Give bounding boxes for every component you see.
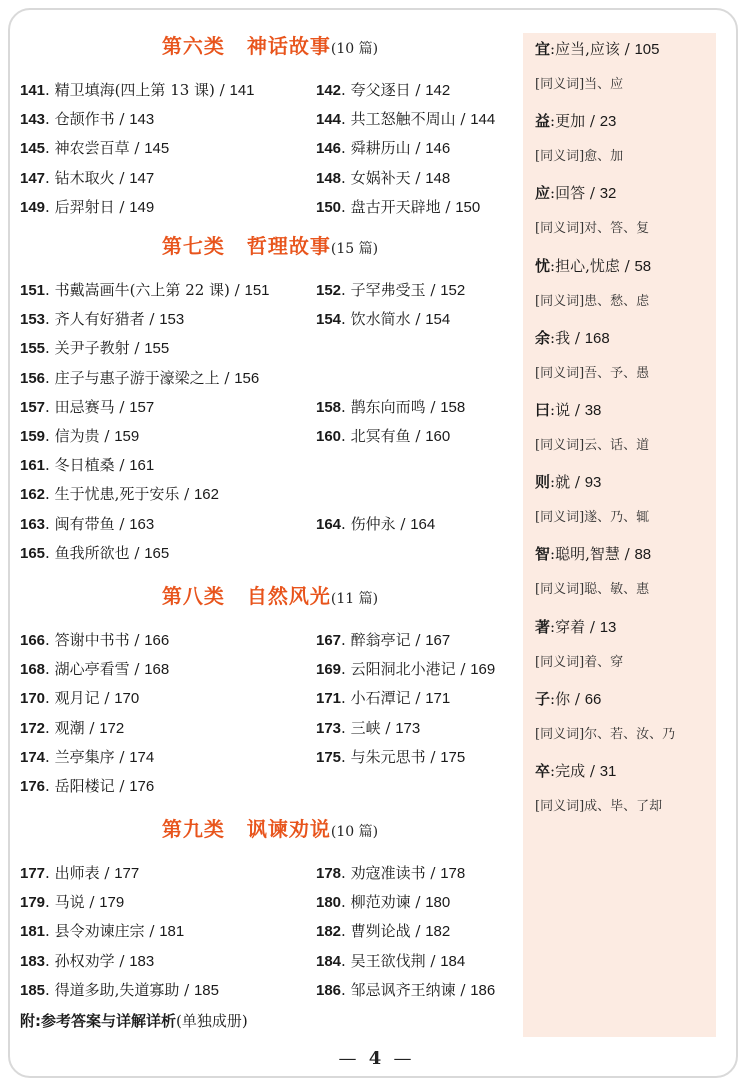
catalog-entry[interactable]: 154. 饮水简水 / 154 bbox=[316, 310, 451, 329]
synonym-label: [同义词] bbox=[535, 438, 585, 453]
word-char: 著 bbox=[535, 617, 551, 636]
entry-page: 172 bbox=[99, 719, 125, 737]
section-category: 第七类 bbox=[161, 234, 225, 258]
entry-number: 168 bbox=[20, 661, 46, 679]
catalog-entry[interactable]: 178. 劝寇准读书 / 178 bbox=[316, 864, 466, 882]
synonym-list: 成、毕、了却 bbox=[584, 799, 663, 814]
synonym-label: [同义词] bbox=[535, 77, 585, 92]
synonym-label: [同义词] bbox=[535, 654, 585, 670]
entry-title: 答谢中书书 bbox=[54, 631, 130, 649]
sidebar-synonyms bbox=[535, 436, 649, 456]
entry-number: 169 bbox=[316, 661, 342, 679]
word-meaning: 应当,应该 bbox=[555, 40, 620, 58]
entry-title: 庄子与惠子游于濠梁之上 bbox=[54, 368, 220, 387]
synonym-label: [同义词] bbox=[535, 510, 585, 526]
catalog-entry[interactable]: 175. 与朱元思书 / 175 bbox=[316, 747, 466, 766]
entry-number: 156 bbox=[20, 369, 46, 387]
entry-page: 183 bbox=[129, 952, 155, 970]
section-category: 第八类 bbox=[161, 584, 225, 608]
entry-page: 168 bbox=[144, 661, 170, 679]
entry-number: 167 bbox=[316, 632, 342, 649]
synonym-list: 聪、敏、惠 bbox=[584, 582, 650, 598]
entry-title: 齐人有好猎者 bbox=[54, 310, 145, 329]
entry-number: 176 bbox=[20, 778, 46, 795]
entry-number: 165 bbox=[20, 544, 46, 562]
entry-number: 186 bbox=[316, 981, 342, 999]
catalog-entry[interactable]: 149. 后羿射日 / 149 bbox=[20, 197, 155, 216]
catalog-entry[interactable]: 171. 小石潭记 / 171 bbox=[316, 689, 451, 708]
entry-page: 152 bbox=[440, 282, 466, 299]
word-meaning: 你 bbox=[555, 689, 571, 708]
entry-page: 148 bbox=[425, 169, 451, 187]
word-meaning: 说 bbox=[555, 401, 571, 419]
section-subtitle: 神话故事 bbox=[246, 34, 331, 58]
entry-title: 得道多助,失道寡助 bbox=[54, 980, 180, 999]
entry-number: 172 bbox=[20, 719, 46, 737]
entry-title: 孙权劝学 bbox=[54, 951, 115, 970]
word-page: 93 bbox=[584, 474, 602, 492]
entry-number: 155 bbox=[20, 340, 46, 358]
entry-page: 186 bbox=[470, 981, 496, 999]
entry-title: 舜耕历山 bbox=[350, 139, 411, 158]
synonym-list: 当、应 bbox=[584, 77, 624, 92]
entry-page: 153 bbox=[159, 311, 185, 329]
catalog-entry[interactable]: 170. 观月记 / 170 bbox=[20, 689, 140, 708]
entry-title: 县令劝谏庄宗 bbox=[54, 922, 145, 941]
entry-number: 181 bbox=[20, 923, 46, 941]
synonym-label: [同义词] bbox=[535, 293, 585, 309]
entry-number: 185 bbox=[20, 981, 46, 999]
entry-number: 160 bbox=[316, 428, 342, 445]
section-count: (10 篇) bbox=[330, 824, 379, 840]
appendix-remark: (单独成册) bbox=[176, 1012, 248, 1030]
catalog-entry[interactable]: 179. 马说 / 179 bbox=[20, 893, 125, 912]
entry-number: 144 bbox=[316, 111, 342, 129]
sidebar-word: 应:回答 / 32 bbox=[535, 184, 617, 203]
entry-title: 共工怒触不周山 bbox=[350, 110, 456, 129]
synonym-list: 吾、予、愚 bbox=[584, 365, 650, 381]
synonym-label: [同义词] bbox=[535, 582, 585, 598]
sidebar-synonyms bbox=[535, 75, 623, 95]
footer-dash-right: — bbox=[393, 1048, 412, 1069]
catalog-entry[interactable]: 157. 田忌赛马 / 157 bbox=[20, 397, 155, 416]
entry-page: 150 bbox=[455, 198, 481, 216]
catalog-entry[interactable]: 172. 观潮 / 172 bbox=[20, 718, 125, 737]
sidebar-synonyms bbox=[535, 292, 649, 312]
entry-number: 158 bbox=[316, 398, 342, 416]
section-count: (11 篇) bbox=[330, 591, 379, 607]
entry-page: 154 bbox=[425, 311, 451, 329]
synonym-label: [同义词] bbox=[535, 149, 585, 165]
catalog-entry[interactable]: 161. 冬日植桑 / 161 bbox=[20, 456, 155, 475]
sidebar-word: 宜:应当,应该 / 105 bbox=[535, 40, 660, 58]
word-meaning: 更加 bbox=[555, 112, 586, 131]
entry-page: 159 bbox=[114, 428, 140, 445]
sidebar-word: 子:你 / 66 bbox=[535, 689, 602, 708]
entry-title: 观潮 bbox=[54, 718, 85, 737]
entry-page: 185 bbox=[193, 981, 219, 999]
catalog-entry[interactable]: 141. 精卫填海(四上第 13 课) / 141 bbox=[20, 81, 255, 99]
entry-page: 145 bbox=[144, 140, 170, 158]
entry-page: 155 bbox=[144, 340, 170, 358]
sidebar-word: 益:更加 / 23 bbox=[535, 112, 617, 131]
entry-page: 184 bbox=[440, 952, 466, 970]
section-count: (15 篇) bbox=[330, 241, 379, 257]
entry-number: 175 bbox=[316, 748, 342, 766]
catalog-entry[interactable]: 173. 三峡 / 173 bbox=[316, 718, 421, 737]
appendix-title: 附:参考答案与详解详析 bbox=[20, 1012, 176, 1030]
catalog-entry[interactable]: 177. 出师表 / 177 bbox=[20, 864, 140, 882]
catalog-entry[interactable]: 162. 生于忧患,死于安乐 / 162 bbox=[20, 485, 219, 504]
entry-page: 182 bbox=[425, 923, 451, 941]
catalog-entry[interactable]: 167. 醉翁亭记 / 167 bbox=[316, 631, 451, 649]
word-meaning: 我 bbox=[555, 328, 571, 347]
entry-number: 183 bbox=[20, 952, 46, 970]
word-page: 88 bbox=[634, 546, 652, 564]
entry-title: 三峡 bbox=[350, 718, 381, 737]
entry-title: 神农尝百草 bbox=[54, 139, 130, 158]
catalog-entry[interactable]: 176. 岳阳楼记 / 176 bbox=[20, 777, 155, 795]
entry-page: 166 bbox=[144, 632, 170, 649]
entry-title: 柳范劝谏 bbox=[350, 893, 411, 912]
catalog-entry[interactable]: 166. 答谢中书书 / 166 bbox=[20, 631, 170, 649]
section-subtitle: 自然风光 bbox=[246, 584, 331, 608]
entry-number: 164 bbox=[316, 515, 342, 533]
entry-page: 171 bbox=[425, 690, 451, 708]
catalog-entry[interactable]: 148. 女娲补天 / 148 bbox=[316, 168, 451, 187]
entry-page: 179 bbox=[99, 894, 125, 912]
synonym-label: [同义词] bbox=[535, 799, 585, 814]
entry-page: 151 bbox=[244, 282, 270, 299]
word-page: 23 bbox=[599, 113, 617, 131]
synonym-label: [同义词] bbox=[535, 365, 585, 381]
sidebar-synonyms bbox=[535, 364, 649, 384]
word-page: 31 bbox=[599, 763, 617, 780]
entry-number: 163 bbox=[20, 515, 46, 533]
entry-title: 云阳洞北小港记 bbox=[350, 660, 456, 679]
catalog-entry[interactable]: 144. 共工怒触不周山 / 144 bbox=[316, 110, 496, 129]
entry-title: 信为贵 bbox=[54, 427, 100, 445]
catalog-entry[interactable]: 145. 神农尝百草 / 145 bbox=[20, 139, 170, 158]
synonym-list: 尔、若、汝、乃 bbox=[584, 726, 676, 742]
entry-page: 141 bbox=[229, 82, 255, 99]
entry-title: 观月记 bbox=[54, 689, 100, 708]
entry-title: 生于忧患,死于安乐 bbox=[54, 485, 180, 504]
entry-title: 湖心亭看雪 bbox=[54, 660, 130, 679]
catalog-entry[interactable]: 155. 关尹子教射 / 155 bbox=[20, 339, 170, 358]
section-count: (10 篇) bbox=[330, 41, 379, 57]
entry-number: 143 bbox=[20, 111, 46, 129]
entry-number: 161 bbox=[20, 457, 46, 475]
catalog-entry[interactable]: 151. 书戴嵩画牛(六上第 22 课) / 151 bbox=[20, 281, 270, 299]
entry-page: 181 bbox=[159, 923, 185, 941]
entry-number: 178 bbox=[316, 865, 342, 882]
catalog-entry[interactable]: 185. 得道多助,失道寡助 / 185 bbox=[20, 980, 219, 999]
entry-number: 162 bbox=[20, 486, 46, 504]
word-meaning: 聪明,智慧 bbox=[555, 545, 620, 564]
entry-page: 173 bbox=[395, 719, 421, 737]
catalog-entry[interactable]: 184. 吴王欲伐荆 / 184 bbox=[316, 951, 466, 970]
word-char: 子 bbox=[535, 689, 551, 708]
entry-page: 176 bbox=[129, 778, 155, 795]
section-title bbox=[20, 30, 520, 59]
word-meaning: 穿着 bbox=[555, 617, 586, 636]
catalog-entry[interactable]: 183. 孙权劝学 / 183 bbox=[20, 951, 155, 970]
word-page: 105 bbox=[634, 41, 660, 58]
entry-title: 出师表 bbox=[54, 864, 100, 882]
entry-number: 179 bbox=[20, 894, 46, 912]
entry-number: 154 bbox=[316, 311, 342, 329]
entry-number: 148 bbox=[316, 169, 342, 187]
catalog-entry[interactable]: 153. 齐人有好猎者 / 153 bbox=[20, 310, 185, 329]
catalog-entry[interactable]: 158. 鹊东向而鸣 / 158 bbox=[316, 397, 466, 416]
word-meaning: 完成 bbox=[555, 762, 586, 780]
entry-page: 178 bbox=[440, 865, 466, 882]
sidebar-synonyms bbox=[535, 147, 623, 167]
word-char: 应 bbox=[535, 184, 551, 203]
catalog-entry[interactable]: 169. 云阳洞北小港记 / 169 bbox=[316, 660, 496, 679]
entry-number: 157 bbox=[20, 398, 46, 416]
entry-page: 161 bbox=[129, 457, 155, 475]
entry-title: 醉翁亭记 bbox=[350, 631, 411, 649]
entry-number: 141 bbox=[20, 82, 46, 99]
catalog-entry[interactable]: 160. 北冥有鱼 / 160 bbox=[316, 427, 451, 445]
sidebar-synonyms bbox=[535, 219, 649, 239]
entry-title: 兰亭集序 bbox=[54, 747, 115, 766]
word-char: 则 bbox=[535, 473, 551, 492]
entry-title: 吴王欲伐荆 bbox=[350, 951, 426, 970]
entry-title: 关尹子教射 bbox=[54, 339, 130, 358]
catalog-entry[interactable]: 186. 邹忌讽齐王纳谏 / 186 bbox=[316, 980, 496, 999]
section-title bbox=[20, 813, 520, 842]
synonym-list: 着、穿 bbox=[584, 654, 624, 670]
entry-page: 170 bbox=[114, 690, 140, 708]
word-char: 余 bbox=[535, 328, 551, 347]
catalog-entry[interactable]: 163. 闽有带鱼 / 163 bbox=[20, 514, 155, 533]
entry-number: 184 bbox=[316, 952, 342, 970]
sidebar-word: 卒:完成 / 31 bbox=[535, 762, 617, 780]
word-char: 曰 bbox=[535, 401, 551, 419]
entry-title: 小石潭记 bbox=[350, 689, 411, 708]
page-number: 4 bbox=[368, 1048, 382, 1069]
word-char: 智 bbox=[535, 545, 551, 564]
entry-title: 后羿射日 bbox=[54, 197, 115, 216]
catalog-entry[interactable]: 180. 柳范劝谏 / 180 bbox=[316, 893, 451, 912]
sidebar-word: 曰:说 / 38 bbox=[535, 401, 602, 419]
entry-page: 144 bbox=[470, 111, 496, 129]
entry-title: 田忌赛马 bbox=[54, 397, 115, 416]
entry-number: 147 bbox=[20, 169, 46, 187]
word-char: 宜 bbox=[535, 40, 551, 58]
sidebar-word: 智:聪明,智慧 / 88 bbox=[535, 545, 652, 564]
section-title bbox=[20, 230, 520, 259]
entry-page: 165 bbox=[144, 544, 170, 562]
entry-title: 钻木取火 bbox=[54, 168, 115, 187]
sidebar-synonyms bbox=[535, 653, 623, 673]
sidebar-word: 忧:担心,忧虑 / 58 bbox=[535, 256, 652, 275]
page-footer bbox=[0, 1048, 750, 1069]
word-meaning: 就 bbox=[555, 473, 571, 492]
entry-page: 160 bbox=[425, 428, 451, 445]
entry-page: 163 bbox=[129, 515, 155, 533]
catalog-entry[interactable]: 174. 兰亭集序 / 174 bbox=[20, 747, 155, 766]
catalog-entry[interactable]: 168. 湖心亭看雪 / 168 bbox=[20, 660, 170, 679]
entry-title: 与朱元思书 bbox=[350, 747, 426, 766]
section-category: 第九类 bbox=[161, 817, 225, 841]
word-meaning: 回答 bbox=[555, 184, 586, 203]
entry-title: 伤仲永 bbox=[350, 514, 396, 533]
catalog-entry[interactable]: 165. 鱼我所欲也 / 165 bbox=[20, 543, 170, 562]
section-subtitle: 哲理故事 bbox=[246, 234, 331, 258]
entry-page: 157 bbox=[129, 398, 155, 416]
sidebar-word: 著:穿着 / 13 bbox=[535, 617, 617, 636]
entry-title: 夸父逐日 bbox=[350, 81, 411, 99]
word-meaning: 担心,忧虑 bbox=[555, 256, 620, 275]
entry-page: 174 bbox=[129, 748, 155, 766]
synonym-list: 云、话、道 bbox=[584, 438, 650, 453]
entry-number: 170 bbox=[20, 690, 46, 708]
section-category: 第六类 bbox=[161, 34, 225, 58]
entry-title: 马说 bbox=[54, 893, 85, 912]
entry-page: 143 bbox=[129, 111, 155, 129]
entry-number: 149 bbox=[20, 198, 46, 216]
word-page: 168 bbox=[584, 329, 610, 347]
appendix-note bbox=[20, 1010, 248, 1031]
entry-page: 164 bbox=[410, 515, 436, 533]
synonym-list: 遂、乃、辄 bbox=[584, 510, 650, 526]
entry-number: 180 bbox=[316, 894, 342, 912]
entry-title: 女娲补天 bbox=[350, 168, 411, 187]
entry-number: 146 bbox=[316, 140, 342, 158]
entry-title: 鹊东向而鸣 bbox=[350, 397, 426, 416]
entry-title: 盘古开天辟地 bbox=[350, 197, 441, 216]
sidebar-synonyms bbox=[535, 725, 675, 745]
catalog-entry[interactable]: 146. 舜耕历山 / 146 bbox=[316, 139, 451, 158]
entry-page: 169 bbox=[470, 661, 496, 679]
catalog-entry[interactable]: 147. 钻木取火 / 147 bbox=[20, 168, 155, 187]
footer-dash-left: — bbox=[338, 1048, 357, 1069]
word-char: 卒 bbox=[535, 762, 551, 780]
catalog-entry[interactable]: 181. 县令劝谏庄宗 / 181 bbox=[20, 922, 185, 941]
word-page: 66 bbox=[584, 690, 602, 708]
catalog-entry[interactable]: 150. 盘古开天辟地 / 150 bbox=[316, 197, 481, 216]
entry-title: 曹刿论战 bbox=[350, 922, 411, 941]
word-page: 38 bbox=[584, 402, 602, 419]
catalog-entry[interactable]: 159. 信为贵 / 159 bbox=[20, 427, 140, 445]
catalog-entry[interactable]: 143. 仓颉作书 / 143 bbox=[20, 110, 155, 129]
sidebar-word: 余:我 / 168 bbox=[535, 328, 610, 347]
word-page: 58 bbox=[634, 257, 652, 275]
entry-number: 166 bbox=[20, 632, 46, 649]
word-page: 13 bbox=[599, 618, 617, 636]
entry-number: 152 bbox=[316, 282, 342, 299]
entry-title: 劝寇准读书 bbox=[350, 864, 426, 882]
synonym-list: 对、答、复 bbox=[584, 221, 650, 237]
entry-page: 142 bbox=[425, 82, 451, 99]
entry-page: 146 bbox=[425, 140, 451, 158]
synonym-list: 愈、加 bbox=[584, 149, 624, 165]
entry-title: 闽有带鱼 bbox=[54, 514, 115, 533]
word-char: 益 bbox=[535, 112, 551, 131]
sidebar-synonyms bbox=[535, 797, 662, 817]
entry-number: 159 bbox=[20, 428, 46, 445]
entry-title: 北冥有鱼 bbox=[350, 427, 411, 445]
entry-number: 153 bbox=[20, 311, 46, 329]
synonym-list: 患、愁、虑 bbox=[584, 293, 650, 309]
entry-page: 156 bbox=[234, 369, 260, 387]
word-page: 32 bbox=[599, 185, 617, 203]
entry-title: 鱼我所欲也 bbox=[54, 543, 130, 562]
entry-page: 162 bbox=[193, 486, 219, 504]
sidebar-synonyms bbox=[535, 580, 649, 600]
entry-title: 饮水简水 bbox=[350, 310, 411, 329]
entry-title: 邹忌讽齐王纳谏 bbox=[350, 980, 456, 999]
entry-page: 149 bbox=[129, 198, 155, 216]
entry-title: 冬日植桑 bbox=[54, 456, 115, 475]
entry-page: 177 bbox=[114, 865, 140, 882]
entry-title: 书戴嵩画牛(六上第 22 课) bbox=[54, 281, 230, 299]
section-title bbox=[20, 580, 520, 609]
section-subtitle: 讽谏劝说 bbox=[246, 817, 331, 841]
catalog-entry[interactable]: 142. 夸父逐日 / 142 bbox=[316, 81, 451, 99]
entry-title: 子罕弗受玉 bbox=[350, 281, 426, 299]
entry-number: 151 bbox=[20, 282, 46, 299]
entry-number: 145 bbox=[20, 140, 46, 158]
entry-number: 173 bbox=[316, 719, 342, 737]
catalog-entry[interactable]: 152. 子罕弗受玉 / 152 bbox=[316, 281, 466, 299]
entry-title: 仓颉作书 bbox=[54, 110, 115, 129]
entry-page: 175 bbox=[440, 748, 466, 766]
catalog-entry[interactable]: 164. 伤仲永 / 164 bbox=[316, 514, 436, 533]
catalog-entry[interactable]: 156. 庄子与惠子游于濠梁之上 / 156 bbox=[20, 368, 260, 387]
entry-number: 182 bbox=[316, 923, 342, 941]
entry-title: 岳阳楼记 bbox=[54, 777, 115, 795]
entry-number: 171 bbox=[316, 690, 342, 708]
sidebar-word: 则:就 / 93 bbox=[535, 473, 602, 492]
synonym-label: [同义词] bbox=[535, 221, 585, 237]
word-char: 忧 bbox=[535, 256, 551, 275]
entry-number: 142 bbox=[316, 82, 342, 99]
sidebar-synonyms bbox=[535, 508, 649, 528]
entry-page: 158 bbox=[440, 398, 466, 416]
synonym-label: [同义词] bbox=[535, 726, 585, 742]
entry-title: 精卫填海(四上第 13 课) bbox=[54, 81, 215, 99]
entry-number: 174 bbox=[20, 748, 46, 766]
entry-number: 150 bbox=[316, 198, 342, 216]
entry-number: 177 bbox=[20, 865, 46, 882]
entry-page: 147 bbox=[129, 169, 155, 187]
entry-page: 167 bbox=[425, 632, 451, 649]
entry-page: 180 bbox=[425, 894, 451, 912]
catalog-entry[interactable]: 182. 曹刿论战 / 182 bbox=[316, 922, 451, 941]
synonym-sidebar bbox=[523, 33, 716, 1037]
